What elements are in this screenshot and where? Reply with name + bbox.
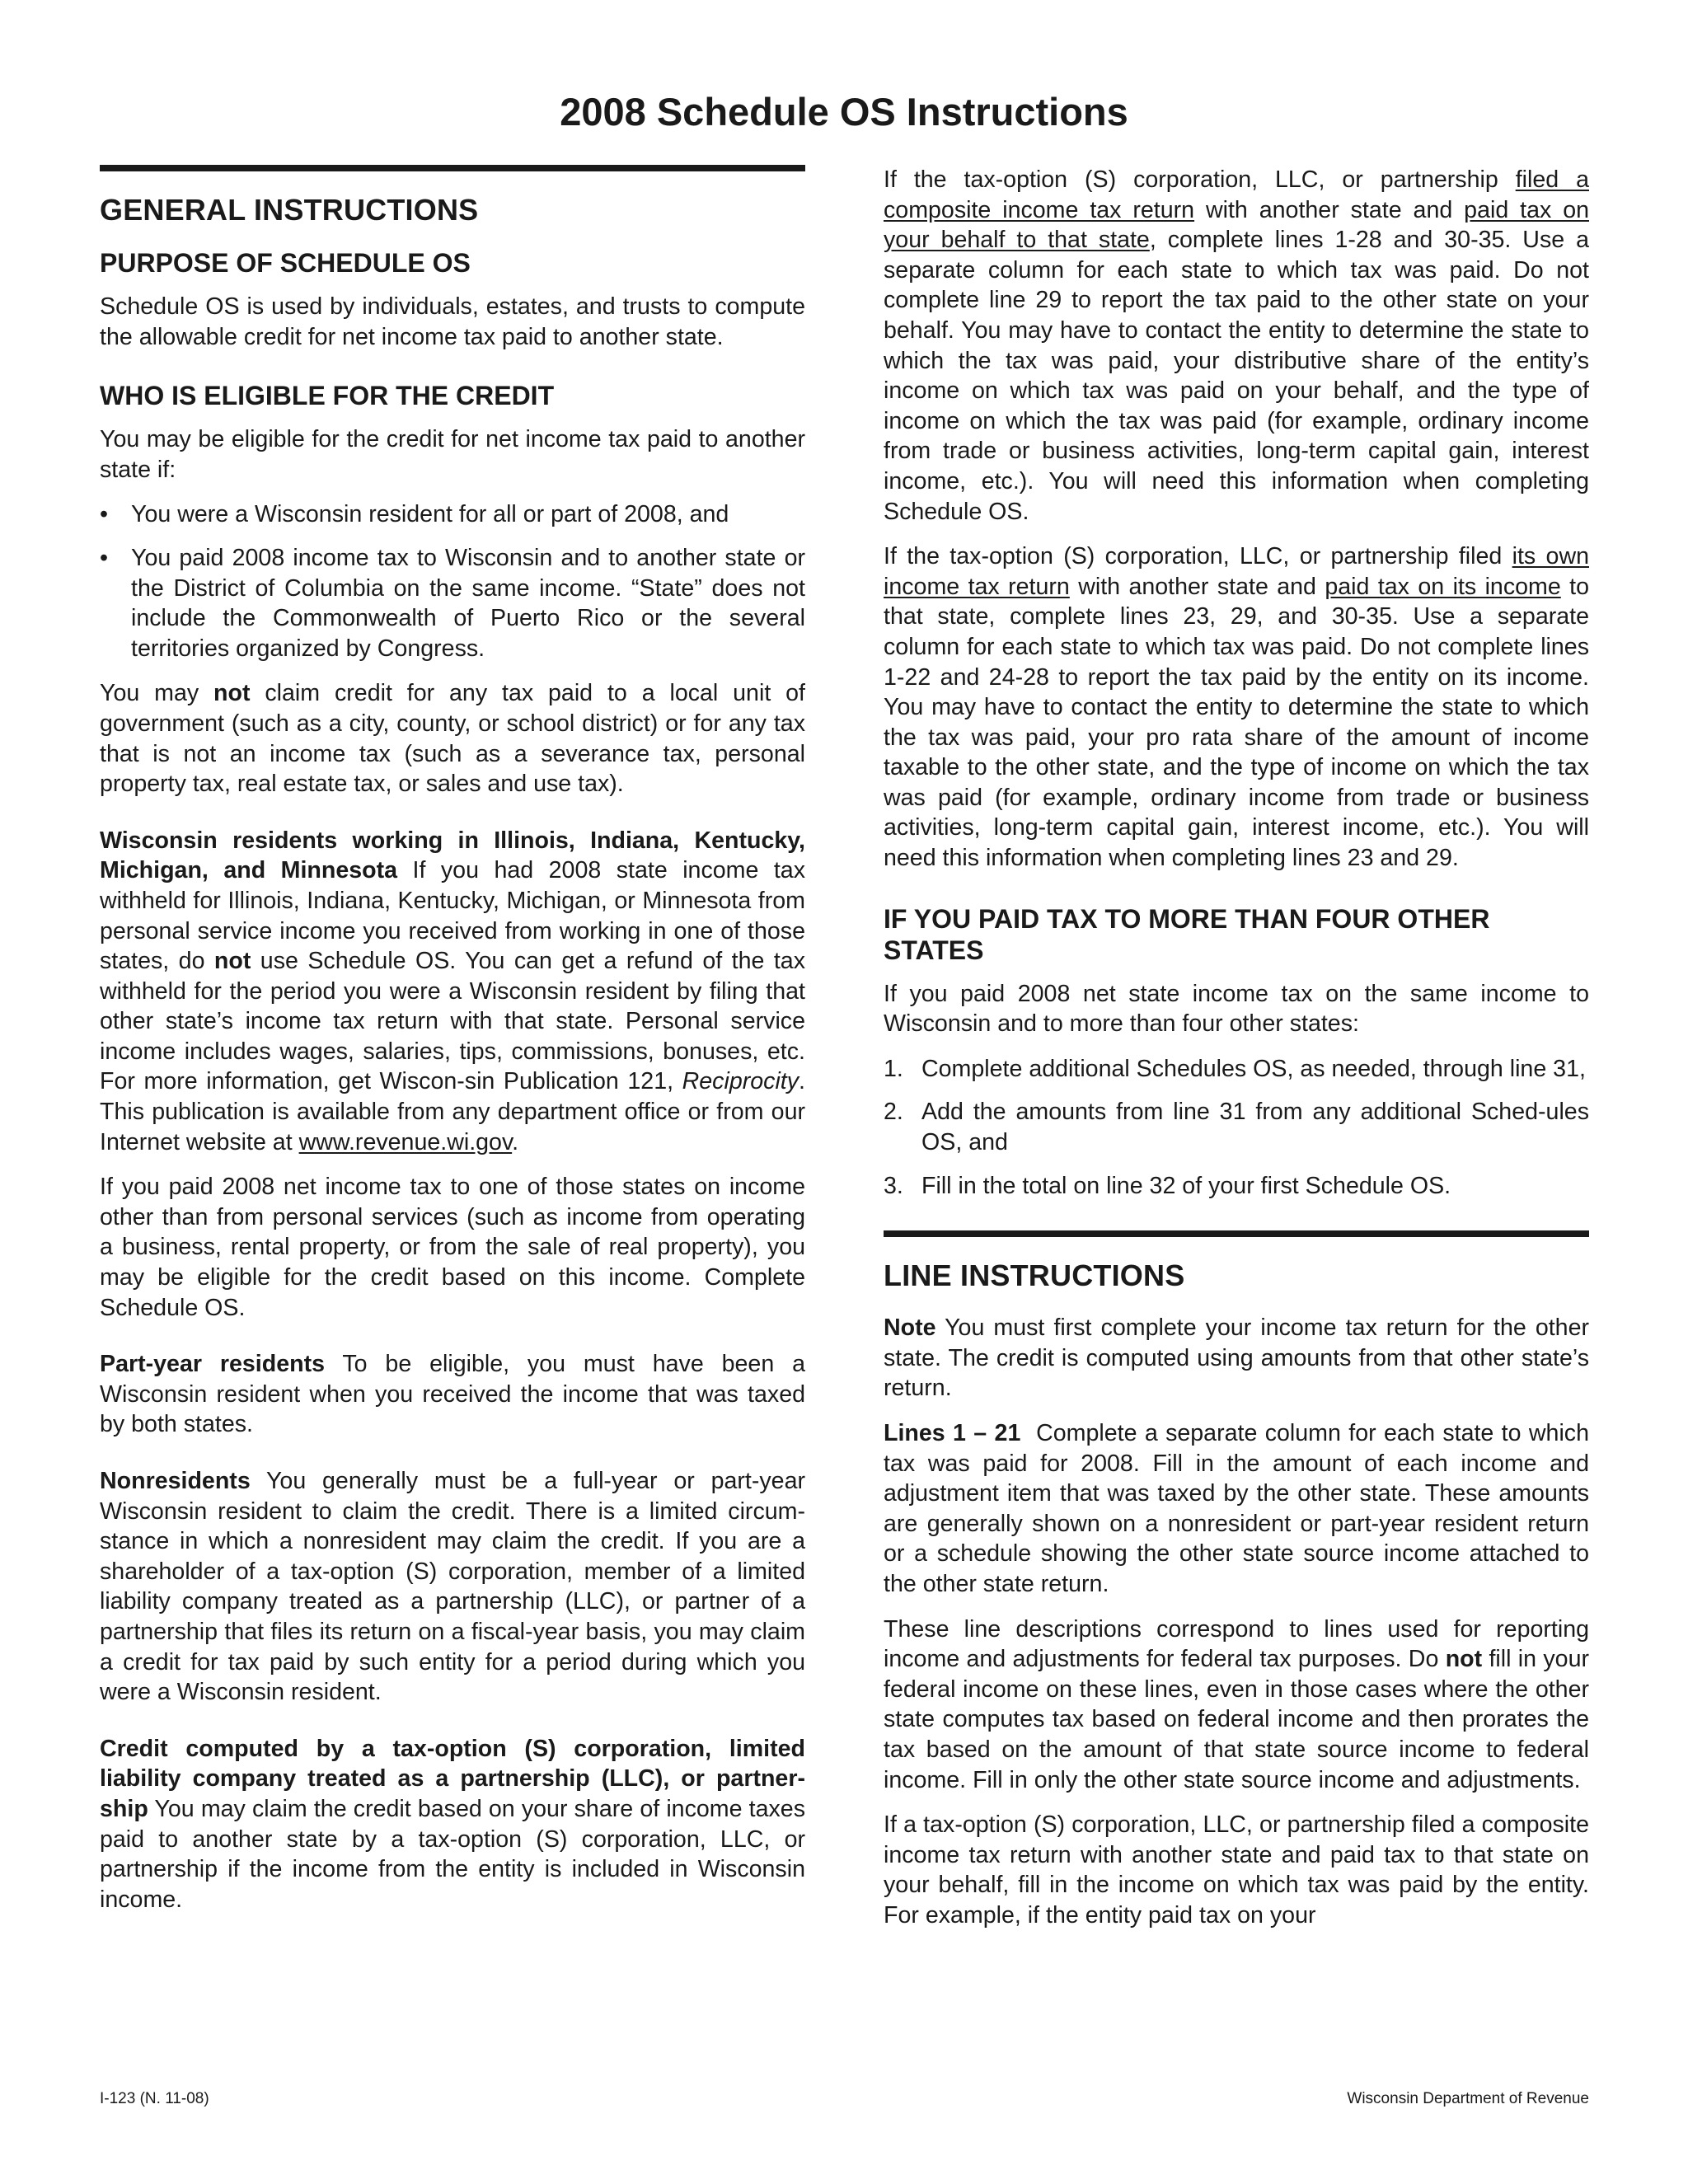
section-divider [884, 1230, 1589, 1237]
own-return-paragraph: If the tax-option (S) corporation, LLC, or partnership filed its own income tax return with another state and paid tax on its income to that state, complete lines 23, 29, and 30-35. Use a separate column for each state to which tax was paid. Do not complete lines 1-22 and 24-28 to report the tax paid by the entity on its income. You may have to contact the entity to determine the state to which the tax was paid, your pro rata share of the amount of income taxable to the other state, and the type of income on which the tax was paid (for example, ordinary income from trade or business activities, long-term capital gain, interest income, etc.). You will need this information when completing lines 23 and 29. [884, 543, 1590, 872]
page-title: 2008 Schedule OS Instructions [560, 90, 1128, 134]
composite-income-paragraph: If a tax-option (S) corporation, LLC, or partnership filed a composite income tax return with another state and paid tax to that state on your behalf, fill in the income on which tax was paid by the entity. For example, if the entity paid tax on your [884, 1811, 1589, 1929]
eligible-intro: You may be eligible for the credit for net income tax paid to another state if: [100, 426, 805, 483]
eligible-heading: WHO IS ELIGIBLE FOR THE CREDIT [100, 381, 555, 411]
line-instructions-heading: LINE INSTRUCTIONS [884, 1258, 1185, 1293]
list-item: 1. Complete additional Schedules OS, as needed, through line 31, [884, 1055, 1586, 1082]
four-states-heading: IF YOU PAID TAX TO MORE THAN FOUR OTHER STATES [884, 903, 1490, 965]
eligibility-list [100, 499, 805, 663]
right-column [884, 165, 1596, 1946]
section-divider [100, 165, 805, 171]
list-item: • You were a Wisconsin resident for all or part of 2008, and [100, 501, 729, 528]
other-income-paragraph: If you paid 2008 net income tax to one of those states on income other than from personal services (such as income from operating a business, rental property, or from the sale of real property), you may be eligible for the credit based on this income. Complete Schedule OS. [100, 1174, 805, 1321]
line-descriptions-paragraph: These line descriptions correspond to lines used for reporting income and adjustments for federal tax purposes. Do not fill in your federal income on these lines, even in those cases where the other state computes tax based on federal income and then prorates the tax based on the amount of that state source income to federal income. Fill in only the other state source income and adjustments. [884, 1615, 1589, 1793]
part-year-paragraph: Part-year residents To be eligible, you must have been a Wisconsin resident when you received the income that was taxed by both states. [100, 1351, 806, 1438]
general-instructions-heading: GENERAL INSTRUCTIONS [100, 193, 479, 227]
four-states-steps [884, 1054, 1589, 1201]
revenue-website-link[interactable]: www.revenue.wi.gov [298, 1128, 513, 1155]
not-eligible-paragraph: You may not claim credit for any tax paid to a local unit of government (such as a city, county, or school district) or for any tax that is not an income tax (such as a severance tax, personal property tax, real estate tax, or sales and use tax). [100, 680, 805, 798]
entity-credit-paragraph: Credit computed by a tax-option (S) corporation, limited liability company treated as a partnership (LLC), or partner-ship You may claim the credit based on your share of income taxes paid to another state by a tax-option (S) corporation, LLC, or partnership if the income from the entity is included in Wisconsin income. [100, 1735, 805, 1913]
nonresidents-paragraph: Nonresidents You generally must be a full-year or part-year Wisconsin resident to claim the credit. There is a limited circum-stance in which a nonresident may claim the credit. If you are a shareholder of a tax-option (S) corporation, member of a limited liability company treated as a partnership (LLC), or partner of a partnership that files its return on a fiscal-year basis, you may claim a credit for tax paid by such entity for a period during which you were a Wisconsin resident. [100, 1468, 805, 1706]
composite-return-paragraph: If the tax-option (S) corporation, LLC, or partnership filed a composite income tax return with another state and paid tax on your behalf to that state, complete lines 1-28 and 30-35. Use a separate column for each state to which tax was paid. Do not complete line 29 to report the tax paid to the other state on your behalf. You may have to contact the entity to determine the state to which the tax was paid, your distributive share of the entity’s income on which tax was paid on your behalf, and the type of income on which the tax was paid (for example, ordinary income from trade or business activities, long-term capital gain, interest income, etc.). You will need this information when completing Schedule OS. [884, 166, 1590, 525]
left-column [100, 165, 805, 1929]
lines-1-21-paragraph: Lines 1 – 21 Complete a separate column for each state to which tax was paid for 2008. Fill in the amount of each income and adjustment item that was taxed by the other state. These amounts are generally shown on a nonresident or part-year resident return or a schedule showing the other state source income attached to the other state return. [884, 1420, 1596, 1597]
reciprocity-paragraph: Wisconsin residents working in Illinois, Indiana, Kentucky, Michigan, and Minnesota If you had 2008 state income tax withheld for Illinois, Indiana, Kentucky, Michigan, or Minnesota from personal service income you received from working in one of those states, do not use Schedule OS. You can get a refund of the tax withheld for the period you were a Wisconsin resident by filing that other state’s income tax return with that state. Personal service income includes wages, salaries, tips, commissions, bonuses, etc. For more information, get Wiscon-sin Publication 121, Reciprocity. This publication is available from any department office or from our Internet website at www.revenue.wi.gov. [100, 827, 805, 1155]
agency-name: Wisconsin Department of Revenue [1347, 2090, 1589, 2107]
purpose-heading: PURPOSE OF SCHEDULE OS [100, 248, 471, 278]
list-item: • You paid 2008 income tax to Wisconsin and to another state or the District of Columbia on the same income. “State” does not include the Commonwealth of Puerto Rico or the several territories organized by Congress. [100, 544, 805, 662]
purpose-paragraph: Schedule OS is used by individuals, estates, and trusts to compute the allowable credit for net income tax paid to another state. [100, 293, 805, 350]
four-states-intro: If you paid 2008 net state income tax on the same income to Wisconsin and to more than four other states: [884, 980, 1589, 1038]
form-id: I-123 (N. 11-08) [100, 2090, 209, 2107]
note-paragraph: Note You must first complete your income tax return for the other state. The credit is computed using amounts from that other state’s return. [884, 1315, 1589, 1402]
list-item: 2. Add the amounts from line 31 from any additional Sched-ules OS, and [884, 1099, 1589, 1156]
list-item: 3. Fill in the total on line 32 of your first Schedule OS. [884, 1172, 1451, 1199]
